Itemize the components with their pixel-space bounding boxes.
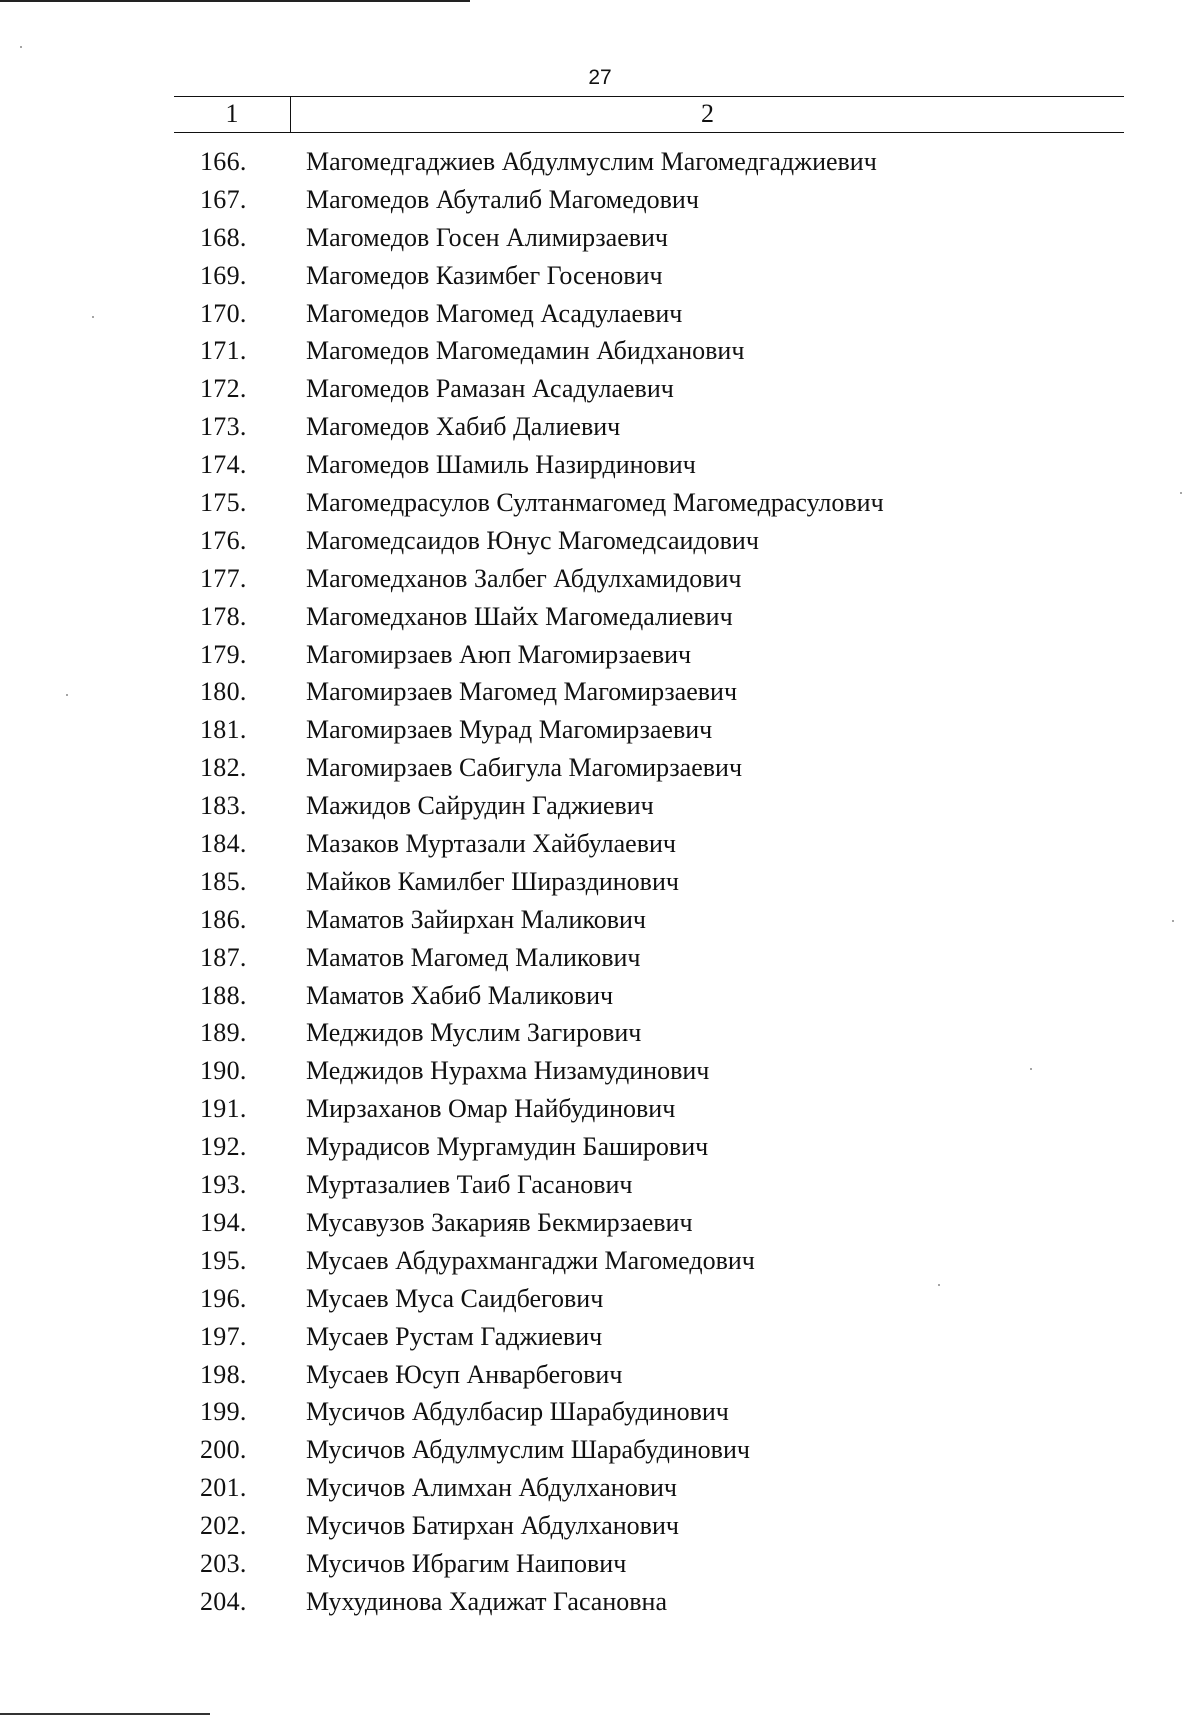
list-item bbox=[0, 1507, 1200, 1545]
list-item-name: Мазаков Муртазали Хайбулаевич bbox=[306, 829, 676, 859]
list-item-number: 187. bbox=[200, 942, 247, 972]
name-list bbox=[0, 143, 1200, 1621]
list-item-number: 177. bbox=[200, 563, 247, 593]
page-number: 27 bbox=[588, 66, 612, 89]
list-item-name: Магомедов Магомедамин Абидханович bbox=[306, 336, 745, 366]
table-header-col-2: 2 bbox=[701, 99, 714, 128]
list-item bbox=[0, 1014, 1200, 1052]
list-item-name: Мусаев Муса Саидбегович bbox=[306, 1283, 604, 1313]
scan-speck bbox=[20, 46, 22, 48]
list-item-number: 186. bbox=[200, 904, 247, 934]
list-item-number: 203. bbox=[200, 1548, 247, 1578]
list-item bbox=[0, 1128, 1200, 1166]
list-item bbox=[0, 143, 1200, 181]
list-item-name: Майков Камилбег Шираздинович bbox=[306, 866, 679, 896]
list-item-number: 169. bbox=[200, 260, 247, 290]
list-item bbox=[0, 484, 1200, 522]
list-item-name: Мусичов Батирхан Абдулханович bbox=[306, 1511, 679, 1541]
list-item-name: Мусичов Ибрагим Наипович bbox=[306, 1548, 627, 1578]
list-item-number: 188. bbox=[200, 980, 247, 1010]
list-item-number: 194. bbox=[200, 1207, 247, 1237]
list-item bbox=[0, 939, 1200, 977]
list-item-number: 193. bbox=[200, 1170, 247, 1200]
list-item-name: Магомедов Хабиб Далиевич bbox=[306, 412, 621, 442]
list-item-number: 182. bbox=[200, 753, 247, 783]
list-item bbox=[0, 977, 1200, 1015]
list-item bbox=[0, 522, 1200, 560]
list-item bbox=[0, 1393, 1200, 1431]
list-item-name: Магомедов Рамазан Асадулаевич bbox=[306, 374, 674, 404]
list-item-name: Муртазалиев Таиб Гасанович bbox=[306, 1170, 633, 1200]
list-item-name: Магомедов Шамиль Назирдинович bbox=[306, 450, 696, 480]
list-item bbox=[0, 560, 1200, 598]
list-item-number: 185. bbox=[200, 866, 247, 896]
list-item bbox=[0, 673, 1200, 711]
list-item-name: Мусавузов Закарияв Бекмирзаевич bbox=[306, 1207, 693, 1237]
list-item-number: 166. bbox=[200, 147, 247, 176]
list-item bbox=[0, 1204, 1200, 1242]
list-item-number: 195. bbox=[200, 1245, 247, 1275]
list-item-name: Магомедгаджиев Абдулмуслим Магомедгаджиевич bbox=[306, 147, 877, 176]
list-item-name: Мусаев Рустам Гаджиевич bbox=[306, 1321, 603, 1351]
list-item-number: 180. bbox=[200, 677, 247, 707]
list-item bbox=[0, 1052, 1200, 1090]
list-item-name: Маматов Хабиб Маликович bbox=[306, 980, 614, 1010]
list-item-number: 178. bbox=[200, 601, 247, 631]
list-item-name: Магомедов Госен Алимирзаевич bbox=[306, 222, 669, 252]
list-item-name: Магомирзаев Сабигула Магомирзаевич bbox=[306, 753, 743, 783]
list-item-number: 167. bbox=[200, 184, 247, 214]
list-item bbox=[0, 408, 1200, 446]
list-item bbox=[0, 1318, 1200, 1356]
list-item-number: 174. bbox=[200, 450, 247, 480]
list-item-number: 179. bbox=[200, 639, 247, 669]
list-item-number: 176. bbox=[200, 525, 247, 555]
list-item bbox=[0, 711, 1200, 749]
list-item-number: 183. bbox=[200, 791, 247, 821]
list-item-name: Магомирзаев Мурад Магомирзаевич bbox=[306, 715, 713, 745]
list-item-name: Мухудинова Хадижат Гасановна bbox=[306, 1586, 667, 1616]
list-item-name: Магомедов Магомед Асадулаевич bbox=[306, 298, 683, 328]
list-item-name: Магомедрасулов Султанмагомед Магомедрасулович bbox=[306, 488, 884, 518]
list-item-name: Мусичов Абдулмуслим Шарабудинович bbox=[306, 1435, 750, 1465]
list-item bbox=[0, 1356, 1200, 1394]
list-item-name: Маматов Магомед Маликович bbox=[306, 942, 641, 972]
list-item bbox=[0, 181, 1200, 219]
list-item bbox=[0, 1583, 1200, 1621]
list-item-name: Мусичов Абдулбасир Шарабудинович bbox=[306, 1397, 729, 1427]
list-item bbox=[0, 863, 1200, 901]
list-item-number: 181. bbox=[200, 715, 247, 745]
list-item-name: Меджидов Муслим Загирович bbox=[306, 1018, 642, 1048]
list-item-number: 184. bbox=[200, 829, 247, 859]
list-item-name: Мирзаханов Омар Найбудинович bbox=[306, 1094, 676, 1124]
table-header bbox=[174, 96, 1124, 133]
list-item-name: Магомедханов Шайх Магомедалиевич bbox=[306, 601, 733, 631]
list-item-number: 192. bbox=[200, 1132, 247, 1162]
list-item-name: Маматов Зайирхан Маликович bbox=[306, 904, 646, 934]
list-item-number: 189. bbox=[200, 1018, 247, 1048]
list-item-name: Магомирзаев Аюп Магомирзаевич bbox=[306, 639, 692, 669]
scan-edge-top bbox=[0, 0, 470, 2]
list-item-number: 197. bbox=[200, 1321, 247, 1351]
list-item-number: 201. bbox=[200, 1473, 247, 1503]
list-item bbox=[0, 1431, 1200, 1469]
list-item-name: Магомедсаидов Юнус Магомедсаидович bbox=[306, 525, 759, 555]
list-item-number: 171. bbox=[200, 336, 247, 366]
list-item-number: 172. bbox=[200, 374, 247, 404]
list-item-number: 191. bbox=[200, 1094, 247, 1124]
list-item bbox=[0, 749, 1200, 787]
list-item-number: 173. bbox=[200, 412, 247, 442]
list-item-number: 199. bbox=[200, 1397, 247, 1427]
list-item-name: Магомирзаев Магомед Магомирзаевич bbox=[306, 677, 738, 707]
list-item-number: 204. bbox=[200, 1586, 247, 1616]
list-item-name: Магомедов Абуталиб Магомедович bbox=[306, 184, 699, 214]
list-item-number: 190. bbox=[200, 1056, 247, 1086]
list-item bbox=[0, 1090, 1200, 1128]
list-item bbox=[0, 1545, 1200, 1583]
list-item-name: Магомедханов Залбег Абдулхамидович bbox=[306, 563, 742, 593]
list-item-name: Мусаев Юсуп Анварбегович bbox=[306, 1359, 623, 1389]
list-item-name: Мурадисов Мургамудин Баширович bbox=[306, 1132, 709, 1162]
list-item bbox=[0, 370, 1200, 408]
list-item-number: 200. bbox=[200, 1435, 247, 1465]
list-item-number: 170. bbox=[200, 298, 247, 328]
list-item bbox=[0, 636, 1200, 674]
list-item-name: Меджидов Нурахма Низамудинович bbox=[306, 1056, 710, 1086]
list-item bbox=[0, 446, 1200, 484]
list-item-number: 196. bbox=[200, 1283, 247, 1313]
list-item bbox=[0, 219, 1200, 257]
table-header-col-1: 1 bbox=[225, 99, 239, 128]
list-item-name: Магомедов Казимбег Госенович bbox=[306, 260, 663, 290]
list-item bbox=[0, 257, 1200, 295]
list-item-number: 198. bbox=[200, 1359, 247, 1389]
list-item-number: 175. bbox=[200, 488, 247, 518]
list-item-number: 202. bbox=[200, 1511, 247, 1541]
scan-edge-bottom bbox=[0, 1713, 210, 1715]
list-item-name: Мусаев Абдурахмангаджи Магомедович bbox=[306, 1245, 755, 1275]
list-item bbox=[0, 787, 1200, 825]
list-item bbox=[0, 332, 1200, 370]
list-item bbox=[0, 901, 1200, 939]
list-item bbox=[0, 295, 1200, 333]
list-item-number: 168. bbox=[200, 222, 247, 252]
list-item bbox=[0, 825, 1200, 863]
list-item-name: Мажидов Сайрудин Гаджиевич bbox=[306, 791, 654, 821]
list-item bbox=[0, 598, 1200, 636]
list-item bbox=[0, 1242, 1200, 1280]
list-item bbox=[0, 1166, 1200, 1204]
list-item bbox=[0, 1469, 1200, 1507]
list-item bbox=[0, 1280, 1200, 1318]
list-item-name: Мусичов Алимхан Абдулханович bbox=[306, 1473, 677, 1503]
